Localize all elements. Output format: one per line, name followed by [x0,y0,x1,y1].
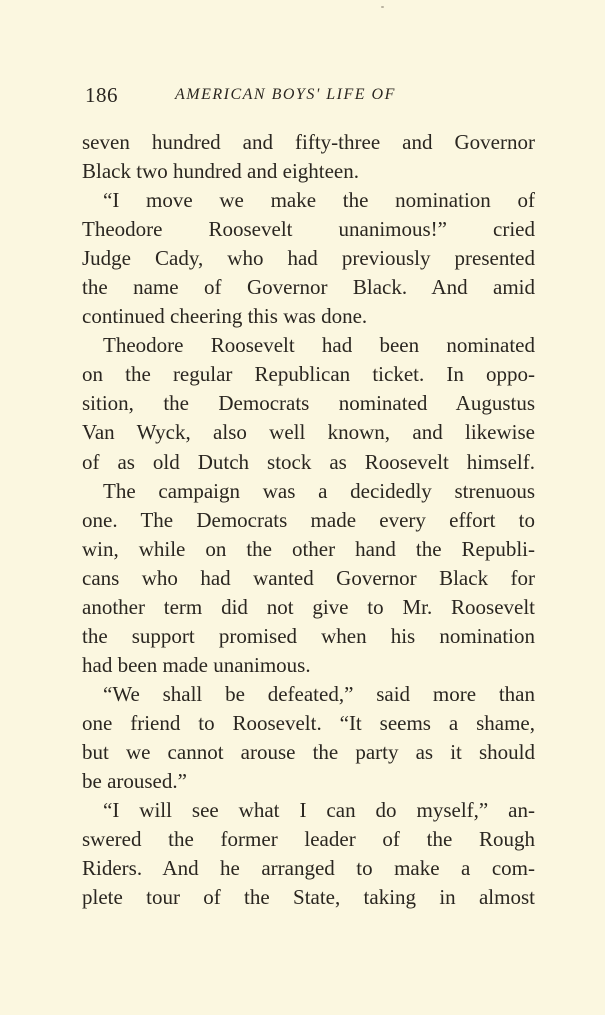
text-line: had been made unanimous. [82,652,311,677]
text-line: plete tour of the State, taking in almost [82,885,535,910]
text-line: swered the former leader of the Rough [82,827,535,852]
text-line: cans who had wanted Governor Black for [82,565,535,590]
page-speck [381,6,384,8]
text-line: of as old Dutch stock as Roosevelt himself. [82,449,535,474]
text-line: sition, the Democrats nominated Augustus [82,391,535,416]
text-line: continued cheering this was done. [82,304,368,329]
text-line: The campaign was a decidedly strenuous [103,478,535,503]
text-line: be aroused.” [82,769,187,794]
text-line: Judge Cady, who had previously presented [82,246,535,271]
text-line: but we cannot arouse the party as it should [82,739,535,764]
text-line: Theodore Roosevelt had been nominated [103,333,535,358]
running-title: AMERICAN BOYS' LIFE OF [175,86,396,103]
text-line: “I move we make the nomination of [103,188,535,213]
text-line: seven hundred and fifty-three and Governor [82,130,535,154]
text-line: Theodore Roosevelt unanimous!” cried [82,217,535,242]
text-line: another term did not give to Mr. Roosevelt [82,594,535,619]
text-line: win, while on the other hand the Republi- [82,536,535,561]
text-line: Van Wyck, also well known, and likewise [82,420,535,445]
text-line: one friend to Roosevelt. “It seems a shame, [82,710,535,735]
text-line: on the regular Republican ticket. In oppo- [82,362,535,387]
text-line: one. The Democrats made every effort to [82,507,535,532]
text-line: the name of Governor Black. And amid [82,275,535,300]
text-line: Black two hundred and eighteen. [82,159,359,184]
page-number: 186 [85,83,118,107]
text-line: “I will see what I can do myself,” an- [103,798,535,823]
text-line: Riders. And he arranged to make a com- [82,856,535,881]
page-header [85,80,535,110]
body-text [82,128,535,912]
text-line: “We shall be defeated,” said more than [103,681,535,706]
text-line: the support promised when his nomination [82,623,535,648]
